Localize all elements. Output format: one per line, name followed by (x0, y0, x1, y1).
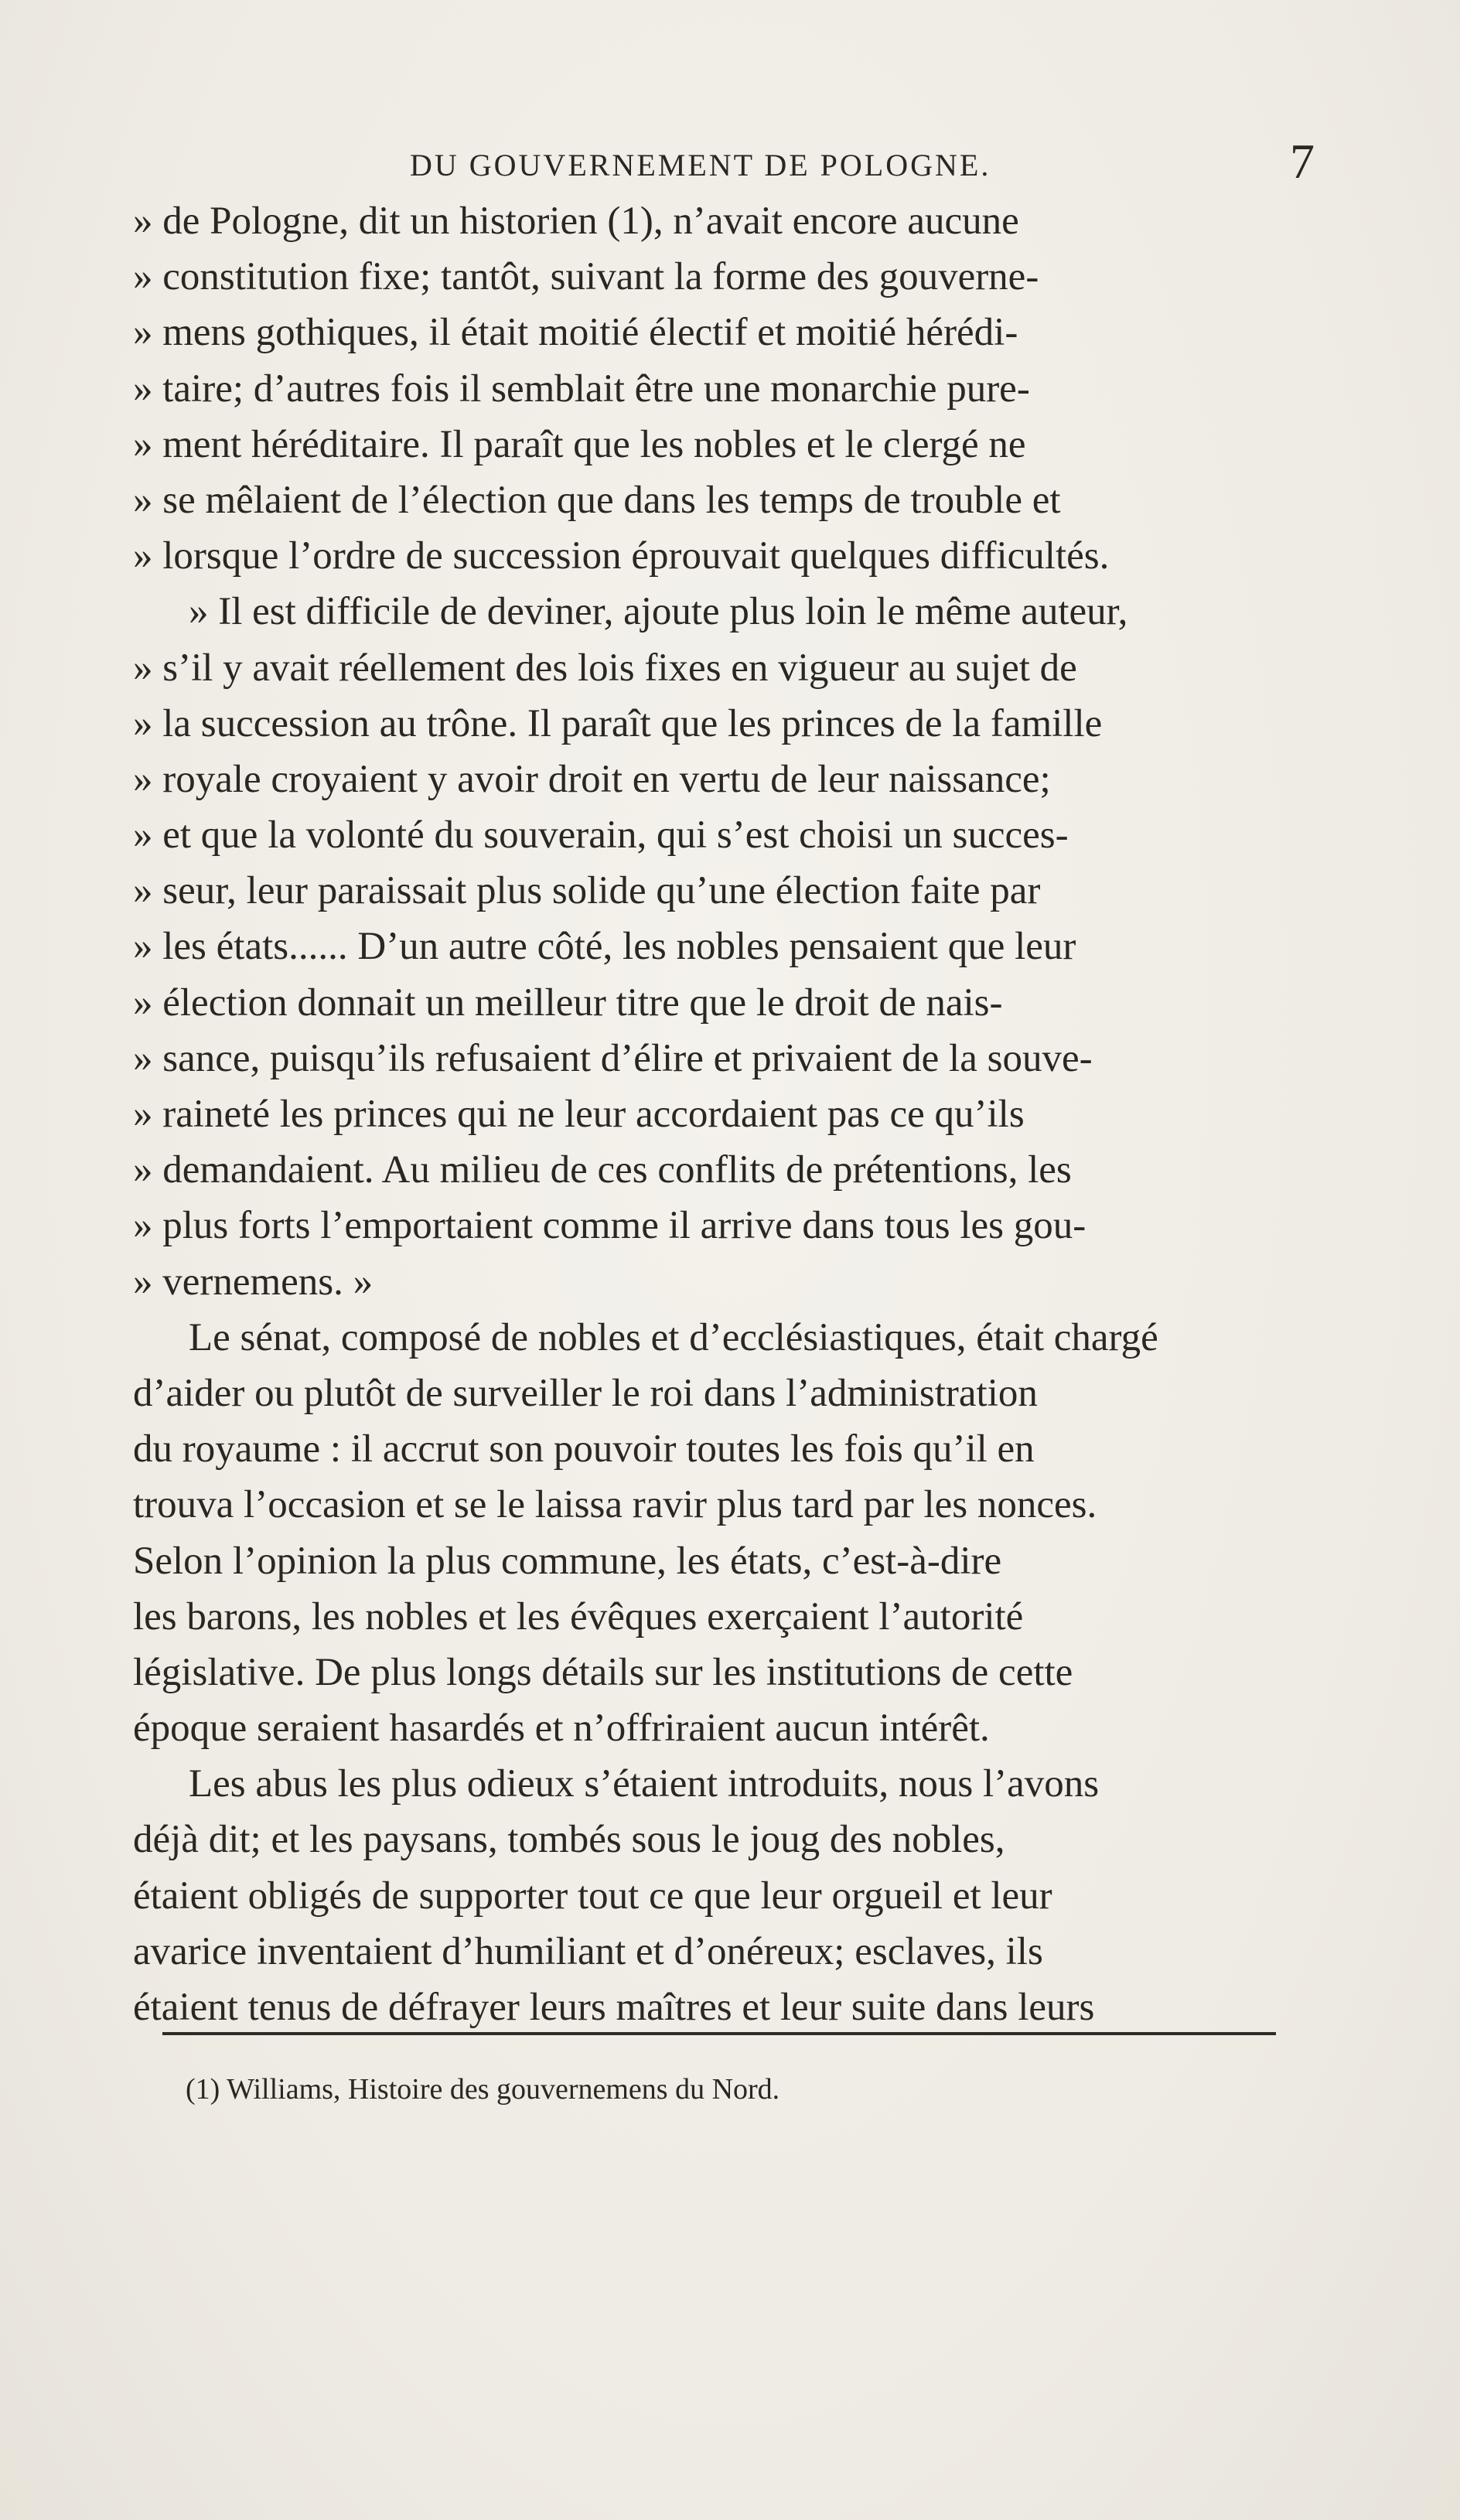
text-line: » Il est difficile de deviner, ajoute plus loin le même auteur, (189, 590, 1128, 634)
text-line: Selon l’opinion la plus commune, les états, c’est-à-dire (133, 1539, 1002, 1583)
text-line: » s’il y avait réellement des lois fixes en vigueur au sujet de (133, 646, 1077, 690)
body-text (133, 193, 1324, 2035)
text-line: » ment héréditaire. Il paraît que les nobles et le clergé ne (133, 422, 1026, 466)
text-line: les barons, les nobles et les évêques exerçaient l’autorité (133, 1594, 1024, 1639)
text-line: » raineté les princes qui ne leur accordaient pas ce qu’ils (133, 1093, 1025, 1136)
text-line: étaient tenus de défrayer leurs maîtres et leur suite dans leurs (133, 1986, 1095, 2029)
text-line: » sance, puisqu’ils refusaient d’élire et privaient de la souve- (133, 1036, 1093, 1080)
running-head (131, 134, 1315, 193)
text-line: » mens gothiques, il était moitié électif et moitié hérédi- (133, 311, 1018, 355)
text-line: » plus forts l’emportaient comme il arrive dans tous les gou- (133, 1204, 1086, 1248)
text-line: » lorsque l’ordre de succession éprouvait quelques difficultés. (133, 534, 1110, 578)
text-line: » constitution fixe; tantôt, suivant la forme des gouverne- (133, 255, 1039, 299)
text-line: d’aider ou plutôt de surveiller le roi dans l’administration (133, 1371, 1038, 1415)
text-line: Les abus les plus odieux s’étaient introduits, nous l’avons (189, 1762, 1100, 1806)
text-line: » élection donnait un meilleur titre que le droit de nais- (133, 980, 1003, 1025)
running-title: DU GOUVERNEMENT DE POLOGNE. (410, 148, 991, 182)
text-line: déjà dit; et les paysans, tombés sous le joug des nobles, (133, 1818, 1005, 1862)
text-line: » seur, leur paraissait plus solide qu’une élection faite par (133, 869, 1041, 913)
text-line: trouva l’occasion et se le laissa ravir plus tard par les nonces. (133, 1483, 1097, 1527)
text-line: étaient obligés de supporter tout ce que leur orgueil et leur (133, 1874, 1052, 1918)
text-line: Le sénat, composé de nobles et d’ecclésiastiques, était chargé (189, 1315, 1158, 1359)
text-line: » et que la volonté du souverain, qui s’est choisi un succes- (133, 813, 1069, 858)
text-line: » demandaient. Au milieu de ces conflits de prétentions, les (133, 1148, 1072, 1192)
text-line: » les états...... D’un autre côté, les nobles pensaient que leur (133, 925, 1076, 969)
text-line: » se mêlaient de l’élection que dans les temps de trouble et (133, 478, 1061, 522)
text-line: » de Pologne, dit un historien (1), n’avait encore aucune (133, 199, 1019, 243)
text-line: » la succession au trône. Il paraît que les princes de la famille (133, 701, 1103, 745)
page-number: 7 (1290, 134, 1315, 189)
footnote: (1) Williams, Histoire des gouvernemens du Nord. (186, 2073, 780, 2106)
footnote-rule (162, 2032, 1276, 2035)
text-line: législative. De plus longs détails sur les institutions de cette (133, 1650, 1073, 1694)
text-line: époque seraient hasardés et n’offriraient aucun intérêt. (133, 1707, 990, 1751)
text-line: » taire; d’autres fois il semblait être une monarchie pure- (133, 367, 1030, 411)
text-line: » vernemens. » (133, 1260, 374, 1304)
text-line: du royaume : il accrut son pouvoir toutes les fois qu’il en (133, 1427, 1035, 1471)
text-line: » royale croyaient y avoir droit en vertu de leur naissance; (133, 757, 1051, 801)
text-line: avarice inventaient d’humiliant et d’onéreux; esclaves, ils (133, 1929, 1043, 1973)
